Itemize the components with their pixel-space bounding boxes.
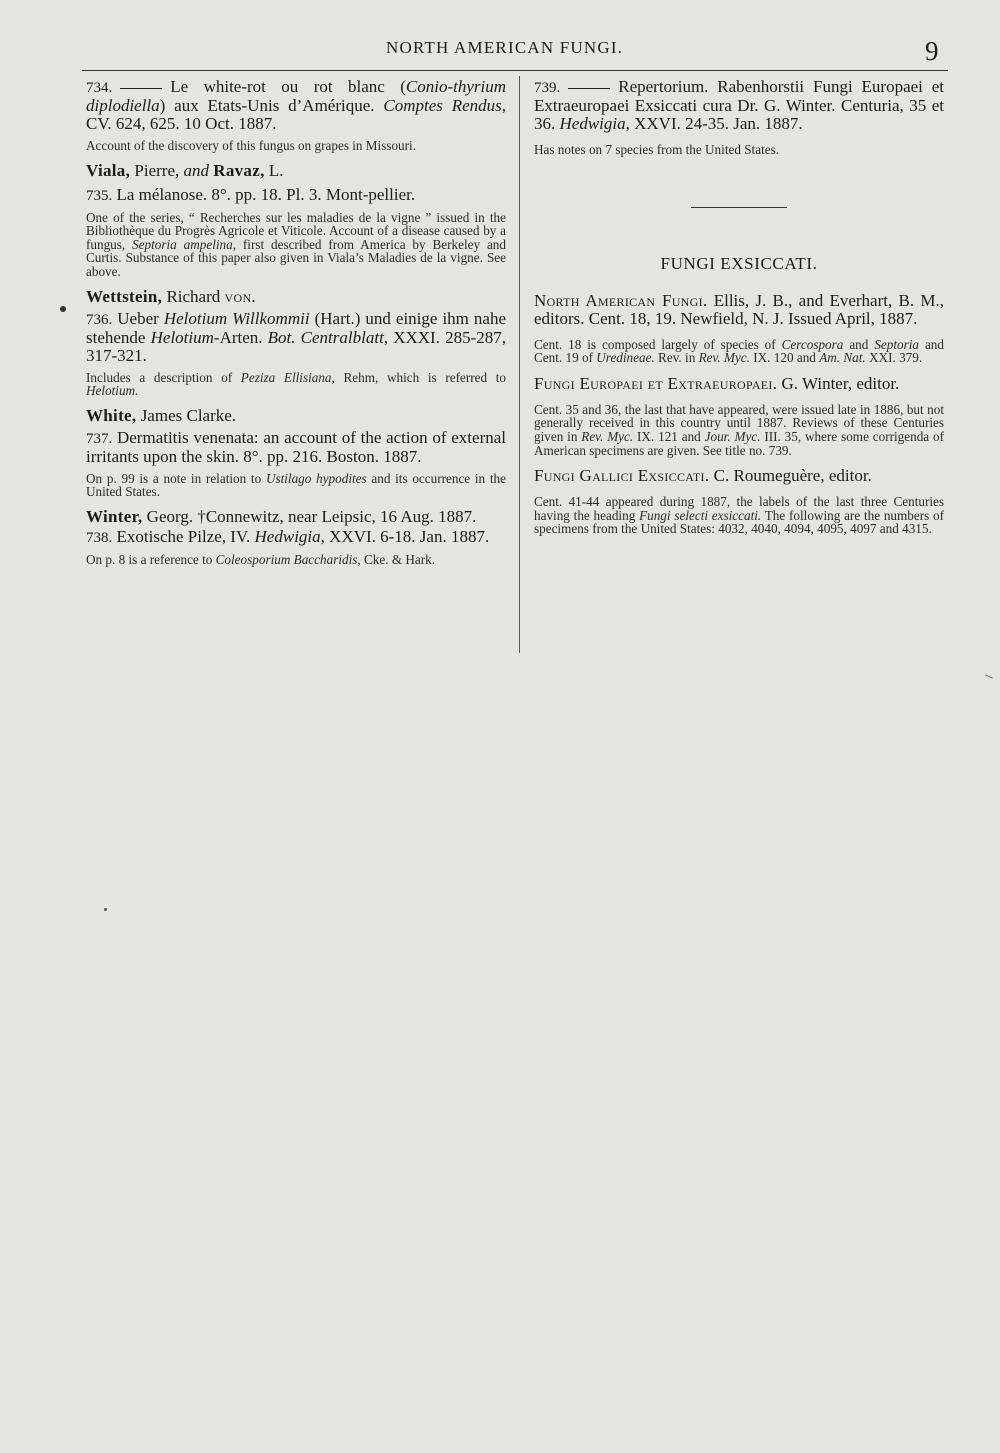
entry-737 — [86, 429, 506, 466]
entry-text: Exotische Pilze, IV. — [116, 526, 255, 546]
entry-number: 738. — [86, 529, 113, 546]
author-text: Georg. †Connewitz, near Leipsic, 16 Aug. 1887. — [142, 506, 477, 526]
entry-note — [534, 495, 944, 536]
note-text: Cent. 41-44 appeared during 1887, the labels of the last three Centuries having the heading — [534, 494, 944, 523]
note-italic: Am. Nat. — [819, 350, 866, 366]
entry-number: 739. — [534, 80, 561, 96]
note-text: Rehm, which is referred to — [334, 369, 506, 385]
entry-text: (Hart.) und einige ihm nahe stehende — [86, 308, 507, 347]
ditto-rule — [120, 88, 162, 89]
note-text: XXI. 379. — [865, 350, 923, 366]
entry-italic: Conio-thyrium diplodiella — [86, 77, 506, 115]
entry-note — [86, 371, 506, 398]
entry-number: 735. — [86, 187, 113, 204]
entry-text: La mélanose. 8°. pp. 18. Pl. 3. Mont-pellier. — [116, 184, 416, 204]
note-text: and — [843, 336, 875, 352]
note-text: first described from America by Berkeley and Curtis. Substance of this paper also given in Viala’s Maladies de la vigne. See above. — [86, 236, 506, 279]
entry-note: Account of the discovery of this fungus on grapes in Missouri. — [86, 138, 417, 153]
note-italic: Peziza Ellisiana, — [240, 369, 335, 385]
entry-note — [534, 338, 944, 365]
note-italic: Jour. Myc. — [704, 428, 761, 444]
author-heading — [86, 288, 506, 306]
note-italic: Uredineae. — [596, 350, 655, 366]
entry-number: 734. — [86, 80, 113, 96]
section-divider-rule — [691, 207, 787, 208]
paper-speck — [104, 908, 107, 911]
note-italic: Septoria — [874, 336, 920, 352]
entry-italic: Helotium — [150, 327, 214, 347]
author-text: L. — [264, 160, 284, 180]
page-number: 9 — [925, 36, 939, 66]
exsiccati-fungi-europaei — [534, 375, 944, 393]
note-italic: Ustilago hypodites — [265, 470, 367, 486]
left-column — [86, 78, 506, 567]
entry-italic: Hedwigia — [254, 526, 321, 546]
margin-bullet-mark — [60, 306, 66, 312]
entry-736 — [86, 310, 506, 365]
entry-note — [86, 472, 506, 499]
author-name: Wettstein, — [86, 286, 163, 306]
note-text: and its occurrence in the United States. — [86, 470, 506, 500]
author-heading — [86, 407, 506, 425]
entry-text: Ueber — [117, 308, 164, 328]
note-text: The following are the numbers of specimens from the United States: 4032, 4040, 4094, 4095, 4097 and 4315. — [534, 507, 944, 537]
column-divider — [519, 76, 520, 653]
note-text: Cent. 18 is composed largely of species of — [534, 336, 782, 352]
author-text: James Clarke. — [136, 405, 237, 425]
entry-text: G. Winter, editor. — [777, 373, 900, 393]
note-text: and Cent. 19 of — [534, 336, 944, 366]
entry-italic: Comptes Rendus — [383, 96, 502, 115]
entry-note — [86, 211, 506, 279]
note-italic: Coleosporium Baccharidis, — [215, 551, 361, 567]
author-heading — [86, 508, 506, 526]
paper-speck — [985, 674, 993, 678]
entry-734 — [86, 78, 506, 133]
exsiccati-north-american-fungi — [534, 292, 944, 328]
right-column — [534, 78, 944, 536]
author-name: Winter, — [86, 506, 143, 526]
page-header — [0, 36, 1000, 72]
entry-number: 737. — [86, 430, 113, 447]
note-italic: Fungi selecti exsiccati. — [639, 507, 762, 523]
author-name: Viala, — [86, 160, 131, 180]
note-italic: Rev. Myc. — [581, 428, 634, 444]
entry-text: ) aux Etats-Unis d’Amérique. — [159, 96, 375, 115]
entry-text: , XXXI. 285-287, 317-321. — [86, 327, 506, 365]
exsiccati-series-name: Fungi Gallici Exsiccati. — [534, 466, 710, 486]
entry-text: , CV. 624, 625. 10 Oct. 1887. — [86, 96, 507, 133]
entry-text: Dermatitis venenata: an account of the action of external irritants upon the skin. 8°. pp. 216. Boston. 1887. — [86, 427, 506, 466]
entry-note: Has notes on 7 species from the United States. — [534, 142, 780, 157]
entry-italic: Helotium Willkommii — [163, 308, 310, 328]
entry-739 — [534, 78, 944, 133]
header-rule — [82, 70, 948, 71]
section-title: FUNGI EXSICCATI. — [660, 253, 818, 273]
note-text: Includes a description of — [86, 369, 241, 385]
note-text: IX. 120 and — [749, 350, 820, 366]
entry-number: 736. — [86, 311, 113, 328]
running-head: NORTH AMERICAN FUNGI. — [386, 38, 624, 57]
note-italic: Cercospora — [781, 336, 844, 352]
ditto-rule — [568, 88, 610, 89]
entry-italic: Hedwigia — [559, 114, 626, 133]
entry-text: -Arten. — [213, 327, 268, 347]
entry-note — [86, 553, 506, 567]
author-text: von. — [224, 286, 256, 306]
note-text: On p. 99 is a note in relation to — [86, 470, 266, 486]
entry-738 — [86, 528, 506, 547]
author-name: White, — [86, 405, 137, 425]
entry-text: Repertorium. Rabenhorstii Fungi Europaei et Extraeuropaei Exsiccati cura Dr. G. Winter. Centuria, 35 et 36. — [534, 77, 944, 133]
note-text: IX. 121 and — [633, 428, 705, 444]
entry-text: Le white-rot ou rot blanc ( — [170, 77, 406, 96]
author-heading — [86, 162, 506, 180]
entry-text: Ellis, J. B., and Everhart, B. M., editors. Cent. 18, 19. Newfield, N. J. Issued April, 1887. — [534, 290, 944, 328]
entry-text: C. Roumeguère, editor. — [709, 466, 872, 486]
exsiccati-series-name: North American Fungi. — [534, 290, 708, 310]
exsiccati-fungi-gallici — [534, 467, 944, 485]
note-text: On p. 8 is a reference to — [86, 551, 216, 567]
entry-text: , XXVI. 6-18. Jan. 1887. — [320, 526, 490, 546]
note-text: One of the series, “ Recherches sur les maladies de la vigne ” issued in the Bibliothèque du Progrès Agricole et Viticole. Account of a disease caused by a fungus, — [86, 209, 506, 252]
author-text: Pierre, — [130, 160, 184, 180]
note-text: Cke. & Hark. — [360, 551, 436, 567]
note-italic: Helotium. — [86, 383, 139, 399]
entry-735 — [86, 186, 506, 205]
note-text: Rev. in — [654, 350, 699, 366]
author-text: Richard — [162, 286, 225, 306]
entry-note — [534, 403, 944, 457]
entry-italic: Bot. Centralblatt — [267, 327, 384, 347]
author-text: and — [183, 160, 209, 180]
note-italic: Rev. Myc. — [698, 350, 750, 366]
note-text: III. 35, where some corrigenda of American specimens are given. See title no. 739. — [534, 428, 944, 458]
note-italic: Septoria ampelina, — [132, 236, 237, 252]
author-name: Ravaz, — [213, 160, 265, 180]
entry-text: , XXVI. 24-35. Jan. 1887. — [625, 114, 803, 133]
note-text: Cent. 35 and 36, the last that have appeared, were issued late in 1886, but not generally received in this country until 1887. Reviews of these Centuries given in — [534, 401, 944, 444]
exsiccati-series-name: Fungi Europaei et Extraeuropaei. — [534, 373, 778, 393]
